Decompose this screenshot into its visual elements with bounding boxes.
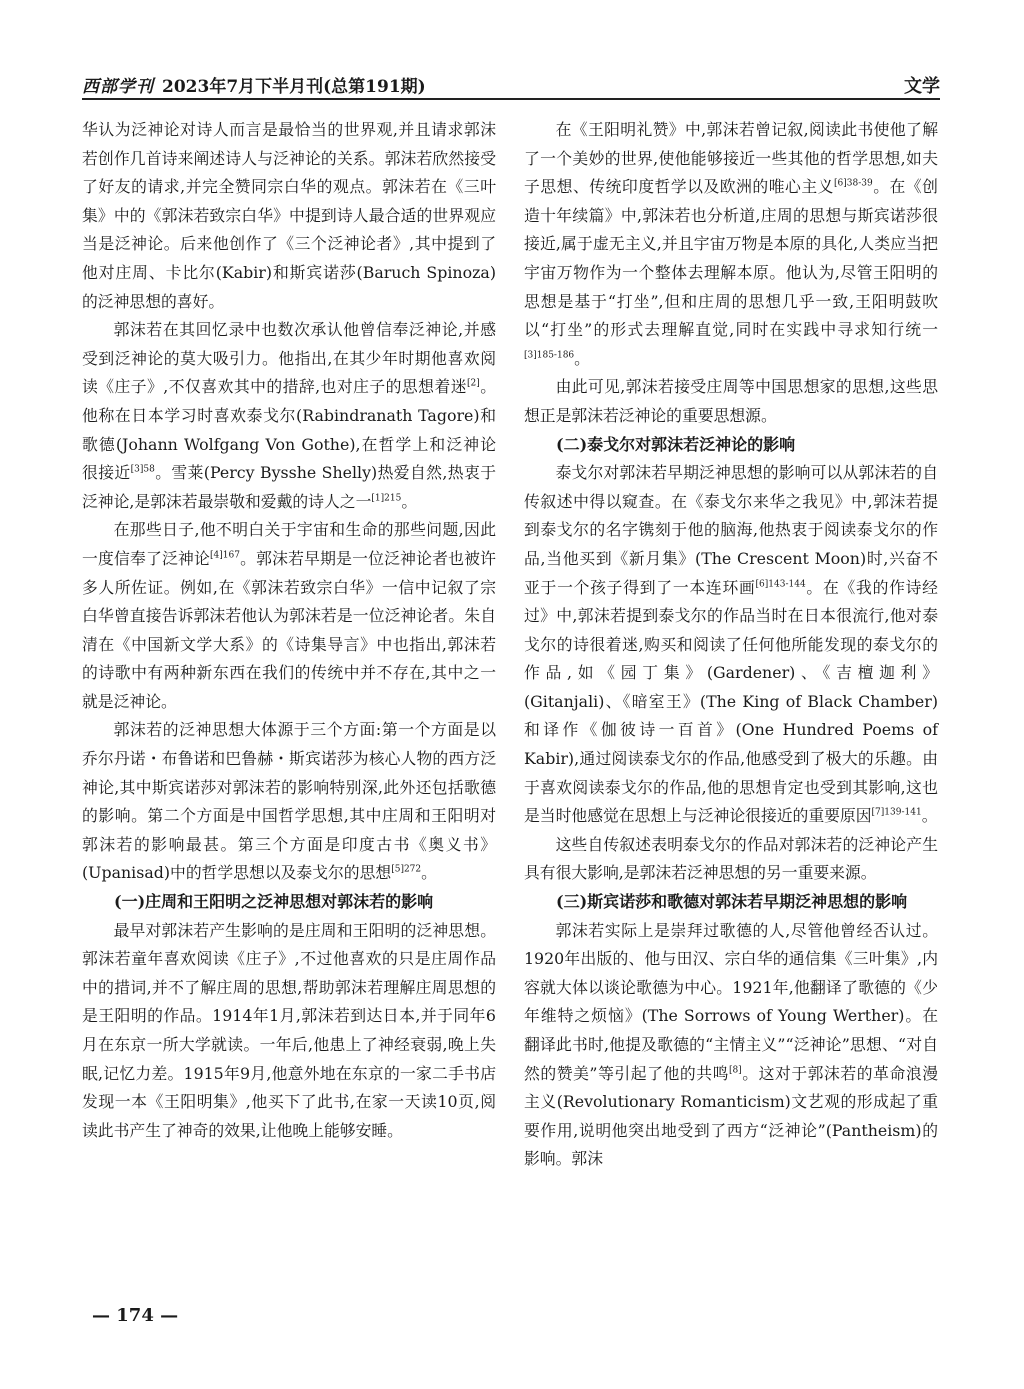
paragraph: 这些自传叙述表明泰戈尔的作品对郭沫若的泛神论产生具有很大影响,是郭沫若泛神思想的另一重要来源。 (524, 834, 938, 883)
section-heading: (三)斯宾诺莎和歌德对郭沫若早期泛神思想的影响 (556, 892, 908, 912)
paragraph: 在《王阳明礼赞》中,郭沫若曾记叙,阅读此书使他了解了一个美妙的世界,使他能够接近一些其他的哲学思想,如夫子思想、传统印度哲学以及欧洲的唯心主义$^{[6]38-39}$。在《创造十年续篇》中,郭沫若也分析道,庄周的思想与斯宾诺莎很接近,属于虚无主义,并且宇宙万物是本原的具化,人类应当把宇宙万物作为一个整体去理解本原。他认为,尽管王阳明的思想是基于“打坐”,但和庄周的思想几乎一致,王阳明鼓吹以“打坐”的形式去理解直觉,同时在实践中寻求知行统一$^{[3]185-186}$。 (524, 120, 938, 368)
header-rule (82, 98, 940, 100)
citation: [4]167 (210, 550, 240, 561)
left-column (82, 116, 496, 1145)
citation: [8] (728, 1065, 742, 1076)
paragraph: 华认为泛神论对诗人而言是最恰当的世界观,并且请求郭沫若创作几首诗来阐述诗人与泛神论的关系。郭沫若欣然接受了好友的请求,并完全赞同宗白华的观点。郭沫若在《三叶集》中的《郭沫若致宗白华》中提到诗人最合适的世界观应当是泛神论。后来他创作了《三个泛神论者》,其中提到了他对庄周、卡比尔(Kabir)和斯宾诺莎(Baruch Spinoza)的泛神思想的喜好。 (82, 120, 496, 311)
citation: [2] (466, 379, 480, 390)
citation: [6]143-144 (755, 579, 806, 590)
citation: [7]139-141 (871, 807, 922, 818)
page-number: — 174 — (92, 1305, 179, 1326)
paragraph: 郭沫若实际上是崇拜过歌德的人,尽管他曾经否认过。1920年出版的、他与田汉、宗白华的通信集《三叶集》,内容就大体以谈论歌德为中心。1921年,他翻译了歌德的《少年维特之烦恼》(The Sorrows of Young Werther)。在翻译此书时,他提及歌德的“主情主义”“泛神论”思想、“对自然的赞美”等引起了他的共鸣[8]。这对于郭沫若的革命浪漫主义(Revolutionary Romanticism)文艺观的形成起了重要作用,说明他突出地受到了西方“泛神论”(Pantheism)的影响。郭沫 (524, 920, 938, 1169)
section-heading: (二)泰戈尔对郭沫若泛神论的影响 (556, 434, 796, 454)
paragraph: 郭沫若的泛神思想大体源于三个方面:第一个方面是以乔尔丹诺・布鲁诺和巴鲁赫・斯宾诺莎为核心人物的西方泛神论,其中斯宾诺莎对郭沫若的影响特别深,此外还包括歌德的影响。第二个方面是中国哲学思想,其中庄周和王阳明对郭沫若的影响最甚。第三个方面是印度古书《奥义书》(Upanisad)中的哲学思想以及泰戈尔的思想$^{[5]272}$。 (82, 720, 496, 883)
paragraph: 最早对郭沫若产生影响的是庄周和王阳明的泛神思想。郭沫若童年喜欢阅读《庄子》,不过他喜欢的只是庄周作品中的措词,并不了解庄周的思想,帮助郭沫若理解庄周思想的是王阳明的作品。1914年1月,郭沫若到达日本,并于同年6月在东京一所大学就读。一年后,他患上了神经衰弱,晚上失眠,记忆力差。1915年9月,他意外地在东京的一家二手书店发现一本《王阳明集》,他买下了此书,在家一天读10页,阅读此书产生了神奇的效果,让他晚上能够安睡。 (82, 920, 496, 1140)
citation: [3]58 (130, 464, 155, 475)
section-label: 文学 (904, 76, 940, 97)
paragraph: 郭沫若在其回忆录中也数次承认他曾信奉泛神论,并感受到泛神论的莫大吸引力。他指出,在其少年时期他喜欢阅读《庄子》,不仅喜欢其中的措辞,也对庄子的思想着迷[2]。他称在日本学习时喜欢泰戈尔(Rabindranath Tagore)和歌德(Johann Wolfgang Von Gothe),在哲学上和泛神论很接近$^{[3]58}$。雪莱(Percy Bysshe Shelly)热爱自然,热衷于泛神论,是郭沫若最崇敬和爱戴的诗人之一$^{[1]215}$。 (82, 320, 496, 511)
section-heading: (一)庄周和王阳明之泛神思想对郭沫若的影响 (114, 892, 434, 912)
citation: [5]272 (391, 865, 422, 876)
paragraph: 由此可见,郭沫若接受庄周等中国思想家的思想,这些思想正是郭沫若泛神论的重要思想源。 (524, 377, 938, 425)
paragraph: 在那些日子,他不明白关于宇宙和生命的那些问题,因此一度信奉了泛神论$^{[4]167}$。郭沫若早期是一位泛神论者也被许多人所佐证。例如,在《郭沫若致宗白华》一信中记叙了宗白华曾直接告诉郭沫若他认为郭沫若是一位泛神论者。朱自清在《中国新文学大系》的《诗集导言》中也指出,郭沫若的诗歌中有两种新东西在我们的传统中并不存在,其中之一就是泛神论。 (82, 520, 496, 711)
issue-info: 2023年7月下半月刊(总第191期) (162, 77, 426, 97)
paragraph: 泰戈尔对郭沫若早期泛神思想的影响可以从郭沫若的自传叙述中得以窥查。在《泰戈尔来华之我见》中,郭沫若提到泰戈尔的名字镌刻于他的脑海,他热衷于阅读泰戈尔的作品,当他买到《新月集》(The Crescent Moon)时,兴奋不亚于一个孩子得到了一本连环画$^{[6]143-144}$。在《我的作诗经过》中,郭沫若提到泰戈尔的作品当时在日本很流行,他对泰戈尔的诗很着迷,购买和阅读了任何他所能发现的泰戈尔的作品,如《园丁集》(Gardener)、《吉檀迦利》(Gitanjali)、《暗室王》(The King of Black Chamber)和译作《伽彼诗一百首》(One Hundred Poems of Kabir),通过阅读泰戈尔的作品,他感受到了极大的乐趣。由于喜欢阅读泰戈尔的作品,他的思想肯定也受到其影响,这也是当时他感觉在思想上与泛神论很接近的重要原因$^{[7]139-141}$。 (524, 463, 938, 826)
right-column (524, 116, 938, 1174)
citation: [6]38-39 (834, 178, 873, 189)
citation: [1]215 (371, 493, 402, 504)
citation: [3]185-186 (524, 350, 575, 361)
running-header (82, 70, 940, 100)
journal-logo: 西部学刊 (82, 77, 154, 97)
